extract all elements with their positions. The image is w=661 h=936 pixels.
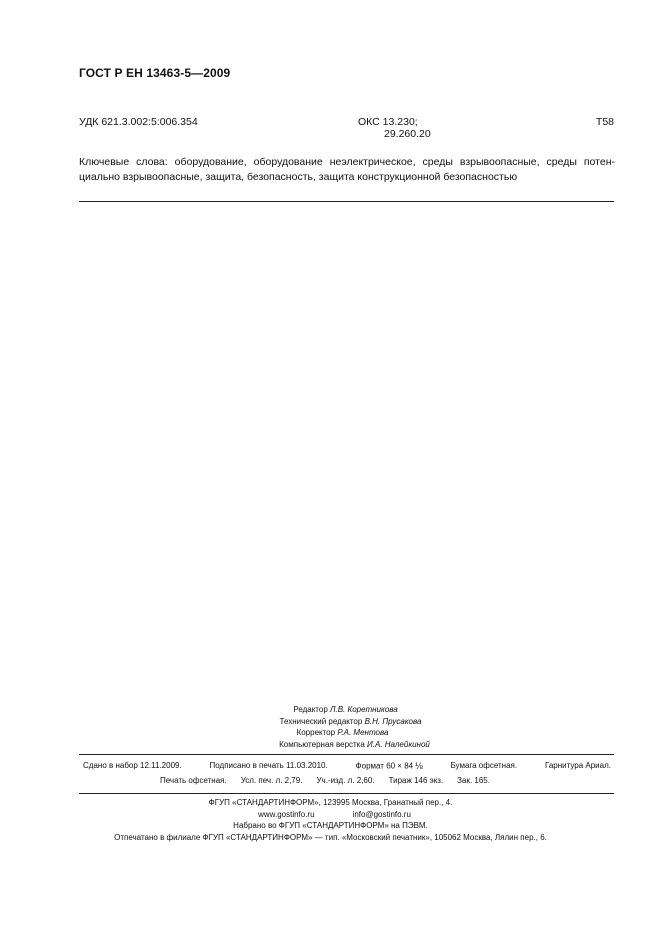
divider-top (79, 201, 614, 202)
printed-note: Отпечатано в филиале ФГУП «СТАНДАРТИНФОРМ» — тип. «Московский печатник», 105062 Москва, Лялин пер., 6. (114, 832, 547, 842)
divider-middle (79, 754, 614, 755)
printing-method: Печать офсетная. (160, 776, 227, 785)
circulation: Тираж 146 экз. (388, 776, 444, 785)
credit-layout (0, 739, 661, 751)
credit-editor (0, 704, 661, 716)
credit-tech-editor (0, 716, 661, 728)
order-number: Зак. 165. (457, 776, 490, 785)
print-info-line-1 (83, 759, 611, 774)
credit-layout-role: Компьютерная верстка (279, 739, 365, 749)
credit-tech-editor-name: В.Н. Прусакова (364, 716, 422, 726)
t-code: Т58 (595, 116, 614, 128)
udk-code: УДК 621.3.002:5:006.354 (79, 116, 198, 128)
credit-editor-name: Л.В. Коретникова (330, 705, 398, 714)
credit-tech-editor-role: Технический редактор (279, 716, 363, 726)
publisher-email: info@gostinfo.ru (352, 809, 411, 819)
publisher-website: www.gostinfo.ru (258, 809, 315, 819)
paper-format (356, 759, 423, 774)
credit-editor-role: Редактор (293, 705, 328, 714)
oks-line-1: ОКС 13.230; (358, 116, 418, 128)
typeface: Гарнитура Ариал. (544, 761, 611, 770)
credit-corrector-name: Р.А. Ментова (337, 728, 389, 737)
standard-code: ГОСТ Р ЕН 13463-5—2009 (79, 66, 231, 80)
print-info-line-2 (160, 774, 490, 789)
divider-bottom (79, 793, 614, 794)
oks-code (358, 116, 431, 140)
signed-date: Подписано в печать 11.03.2010. (209, 761, 328, 770)
print-sheets: Усл. печ. л. 2,79. (240, 776, 303, 785)
publisher-contacts (0, 809, 661, 821)
keywords-paragraph: Ключевые слова: оборудование, оборудование неэлектрическое, среды взрывоопасные, среды потенциально взрывоопасные, защита, безопасность, защита конструкционной безопасностью (79, 156, 615, 183)
format-prefix: Формат 60 × 84 (355, 761, 414, 771)
typeset-note: Набрано во ФГУП «СТАНДАРТИНФОРМ» на ПЭВМ. (233, 821, 428, 830)
publisher-block (0, 797, 661, 843)
publisher-address: ФГУП «СТАНДАРТИНФОРМ», 123995 Москва, Гранатный пер., 4. (208, 798, 453, 807)
publication-sheets: Уч.-изд. л. 2,60. (316, 776, 375, 785)
credit-corrector (0, 727, 661, 739)
oks-line-2: 29.260.20 (384, 128, 431, 140)
format-fraction: ⅛ (415, 761, 423, 771)
credits-block (0, 704, 661, 750)
credit-corrector-role: Корректор (296, 728, 336, 737)
paper-type: Бумага офсетная. (450, 761, 518, 770)
typeset-date: Сдано в набор 12.11.2009. (83, 761, 182, 770)
credit-layout-name: И.А. Налейкиной (367, 739, 430, 749)
